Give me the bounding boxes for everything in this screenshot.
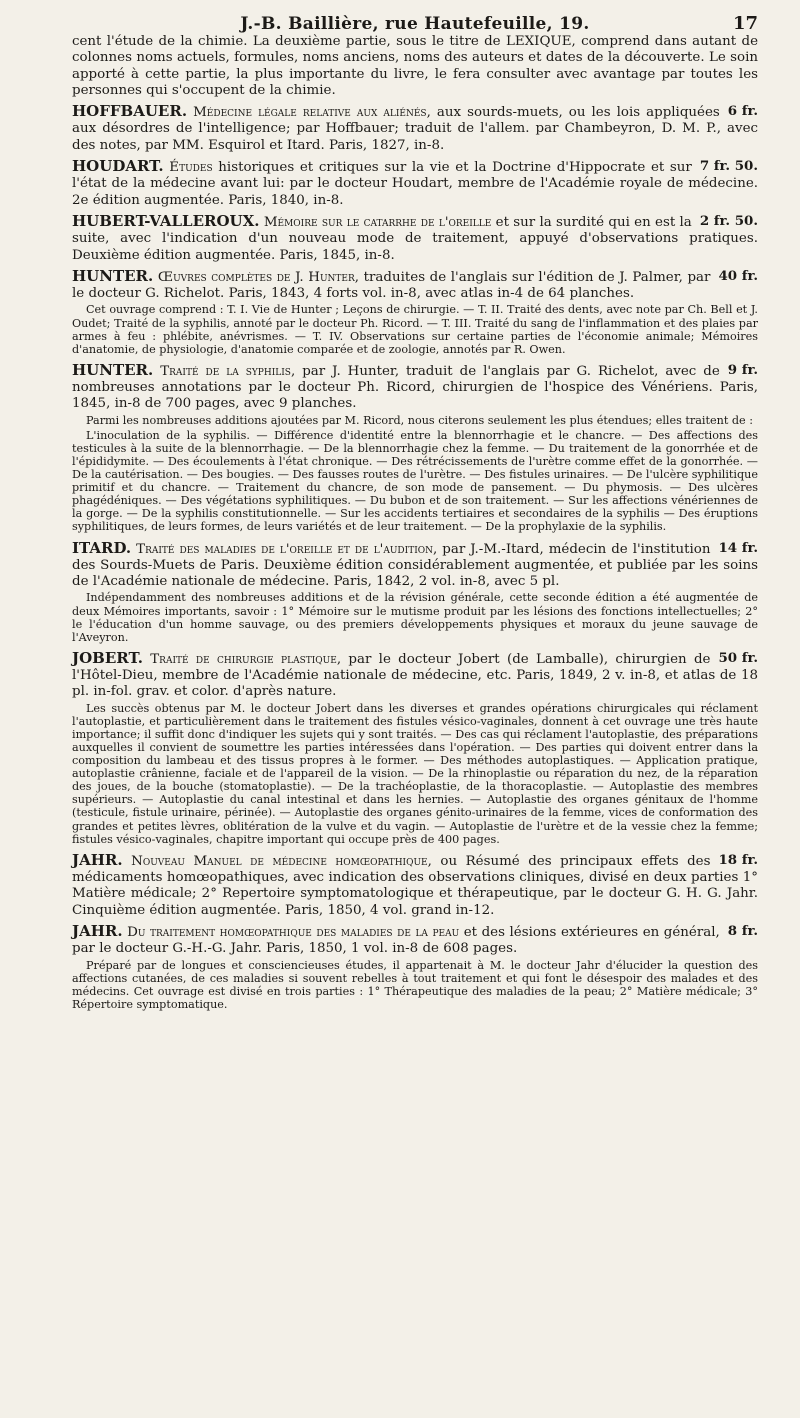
entry-note: Cet ouvrage comprend : T. I. Vie de Hunter ; Leçons de chirurgie. — T. II. Traité des dents, avec note par Ch. Bell et J. Oudet; Traité de la syphilis, annoté par le docteur Ph. Ricord. — T. III. Traité du sang de l'inflammation et des plaies par armes à feu : phlébite, anévrismes. — T. IV. Observations sur certaine parties de l'économie animale; Mémoires d'anatomie, de physiologie, d'anatomie comparée et de zoologie, annotés par R. Owen.: [72, 303, 758, 356]
book-title: Du traitement homœopathique des maladies de la peau: [127, 924, 460, 940]
entry-hunter-syphilis: [72, 362, 758, 413]
page-number: 17: [732, 13, 758, 34]
entry-note: L'inoculation de la syphilis. — Différence d'identité entre la blennorrhagie et le chancre. — Des affections des testicules à la suite de la blennorrhagie. — De la blennorrhagie chez la femme. — Du traitement de la gonorrhée et de l'épididymite. — Des écoulements à l'état chronique. — Des rétrécissements de l'urètre comme effet de la gonorrhée. — De la cautérisation. — Des bougies. — Des fausses routes de l'urètre. — Des fistules urinaires. — De l'ulcère syphilitique primitif et du chancre. — Traitement du chancre, de son mode de pansement. — Du phymosis. — Des ulcères phagédéniques. — Des végétations syphilitiques. — Du bubon et de son traitement. — Sur les affections vénériennes de la gorge. — De la syphilis constitutionnelle. — Sur les accidents tertiaires et secondaires de la syphilis — Des éruptions syphilitiques, de leurs formes, de leurs variétés et de leur traitement. — De la prophylaxie de la syphilis.: [72, 428, 758, 534]
author-name: HUNTER.: [72, 360, 154, 379]
book-title: Traité des maladies de l'oreille et de l'audition,: [136, 541, 438, 557]
entry-body: par J. Hunter, traduit de l'anglais par G. Richelot, avec de nombreuses annotations par le docteur Ph. Ricord, chirurgien de l'hospice des Vénériens. Paris, 1845, in-8 de 700 pages, avec 9 planches.: [72, 363, 758, 412]
catalog-content: [72, 34, 758, 1011]
price: 8 fr.: [727, 922, 758, 939]
entry-hunter-oeuvres: [72, 268, 758, 303]
price: 50 fr.: [718, 649, 758, 666]
entry-note: Indépendamment des nombreuses additions et de la révision générale, cette seconde édition a été augmentée de deux Mémoires importants, savoir : 1° Mémoire sur le mutisme produit par les lésions des fonctions intellectuelles; 2° le l'éducation d'un homme sauvage, ou des premiers développements physiques et moraux du jeune sauvage de l'Aveyron.: [72, 591, 758, 644]
intro-text: cent l'étude de la chimie. La deuxième partie, sous le titre de LEXIQUE, comprend dans autant de colonnes noms actuels, formules, noms anciens, noms des auteurs et dates de la découverte. Le soin apporté à cette partie, la plus importante du livre, le fera consulter avec avantage par toutes les personnes qui s'occupent de la chimie.: [72, 34, 758, 98]
price: 40 fr.: [718, 267, 758, 284]
author-name: HUNTER.: [72, 266, 154, 285]
entry-body: par le docteur Jobert (de Lamballe), chirurgien de l'Hôtel-Dieu, membre de l'Académie nationale de médecine, etc. Paris, 1849, 2 v. in-8, et atlas de 18 pl. in-fol. grav. et color. d'après nature.: [72, 651, 758, 700]
price: 2 fr. 50.: [699, 212, 758, 229]
author-name: ITARD.: [72, 538, 132, 557]
entry-jobert: [72, 650, 758, 701]
author-name: JAHR.: [72, 921, 123, 940]
entry-note: Préparé par de longues et consciencieuses études, il appartenait à M. le docteur Jahr d'élucider la question des affections cutanées, de ces maladies si souvent rebelles à tout traitement et qui font le désespoir des malades et des médecins. Cet ouvrage est divisé en trois parties : 1° Thérapeutique des maladies de la peau; 2° Matière médicale; 3° Répertoire symptomatique.: [72, 958, 758, 1011]
book-title: Traité de chirurgie plastique,: [150, 651, 342, 667]
book-title: Médecine légale relative aux aliénés,: [193, 105, 431, 121]
entry-body: historiques et critiques sur la vie et la Doctrine d'Hippocrate et sur l'état de la médecine avant lui: par le docteur Houdart, membre de l'Académie royale de médecine. 2e édition augmentée. Paris, 1840, in-8.: [72, 160, 758, 208]
book-title: Œuvres complètes de J. Hunter,: [157, 269, 360, 285]
entry-body: par J.-M.-Itard, médecin de l'institution des Sourds-Muets de Paris. Deuxième édition considérablement augmentée, et publiée par les soins de l'Académie nationale de médecine. Paris, 1842, 2 vol. in-8, avec 5 pl.: [72, 541, 758, 590]
price: 7 fr. 50.: [699, 158, 758, 175]
book-title: Mémoire sur le catarrhe de l'oreille: [263, 214, 492, 230]
price: 18 fr.: [718, 851, 758, 868]
price: 9 fr.: [727, 361, 758, 378]
entry-body: aux sourds-muets, ou les lois appliquées aux désordres de l'intelligence; par Hoffbauer; traduit de l'allem. par Chambeyron, D. M. P., avec des notes, par MM. Esquirol et Itard. Paris, 1827, in-8.: [72, 105, 758, 153]
header-publisher: J.-B. Baillière, rue Hautefeuille, 19.: [240, 14, 590, 34]
book-title: Traité de la syphilis,: [160, 363, 296, 379]
running-header: [72, 0, 758, 34]
entry-hoffbauer: [72, 103, 758, 154]
entry-body: et des lésions extérieures en général, par le docteur G.-H.-G. Jahr. Paris, 1850, 1 vol. in-8 de 608 pages.: [72, 924, 720, 957]
entry-hubert: [72, 213, 758, 264]
entry-note: Les succès obtenus par M. le docteur Jobert dans les diverses et grandes opérations chirurgicales qui réclament l'autoplastie, et particulièrement dans le traitement des fistules vésico-vaginales, donnent à cet ouvrage une très haute importance; il suffit donc d'indiquer les sujets qui y sont traités. — Des cas qui réclament l'autoplastie, des préparations auxquelles il convient de soumettre les parties intéressées dans l'opération. — Des parties qui doivent entrer dans la composition du lambeau et des tissus propres à le former. — Des méthodes autoplastiques. — Application pratique, autoplastie crânienne, faciale et de l'appareil de la vision. — De la rhinoplastie ou réparation du nez, de la réparation des joues, de la bouche (stomatoplastie). — De la trachéoplastie, de la thoracoplastie. — Autoplastie des membres supérieurs. — Autoplastie du canal intestinal et dans les hernies. — Autoplastie des organes génitaux de l'homme (testicule, fistule urinaire, périnée). — Autoplastie des organes génito-urinaires de la femme, vices de conformation des grandes et petites lèvres, oblitération de la vulve et du vagin. — Autoplastie de l'urètre et de la vessie chez la femme; fistules vésico-vaginales, chapitre important qui occupe près de 400 pages.: [72, 701, 758, 846]
author-name: HOUDART.: [72, 157, 164, 176]
author-name: HOFFBAUER.: [72, 102, 188, 121]
author-name: JAHR.: [72, 850, 123, 869]
price: 14 fr.: [718, 539, 758, 556]
entry-itard: [72, 540, 758, 591]
entry-body: ou Résumé des principaux effets des médicaments homœopathiques, avec indication des observations cliniques, divisé en deux parties 1° Matière médicale; 2° Repertoire symptomatologique et thérapeutique, par le docteur G. H. G. Jahr. Cinquième édition augmentée. Paris, 1850, 4 vol. grand in-12.: [72, 853, 758, 918]
entry-body: traduites de l'anglais sur l'édition de J. Palmer, par le docteur G. Richelot. Paris, 1843, 4 forts vol. in-8, avec atlas in-4 de 64 planches.: [72, 269, 711, 302]
book-title: Nouveau Manuel de médecine homœopathique,: [131, 853, 432, 869]
entry-houdart: [72, 158, 758, 209]
entry-body: et sur la surdité qui en est la suite, avec l'indication d'un nouveau mode de traitement, appuyé d'observations pratiques. Deuxième édition augmentée. Paris, 1845, in-8.: [72, 214, 758, 263]
price: 6 fr.: [727, 103, 758, 120]
author-name: HUBERT-VALLEROUX.: [72, 211, 260, 230]
entry-jahr-manuel: [72, 852, 758, 919]
entry-note: Parmi les nombreuses additions ajoutées par M. Ricord, nous citerons seulement les plus étendues; elles traitent de :: [86, 413, 753, 427]
book-title: Études: [169, 160, 213, 176]
author-name: JOBERT.: [72, 648, 143, 667]
entry-jahr-traitement: [72, 923, 758, 958]
